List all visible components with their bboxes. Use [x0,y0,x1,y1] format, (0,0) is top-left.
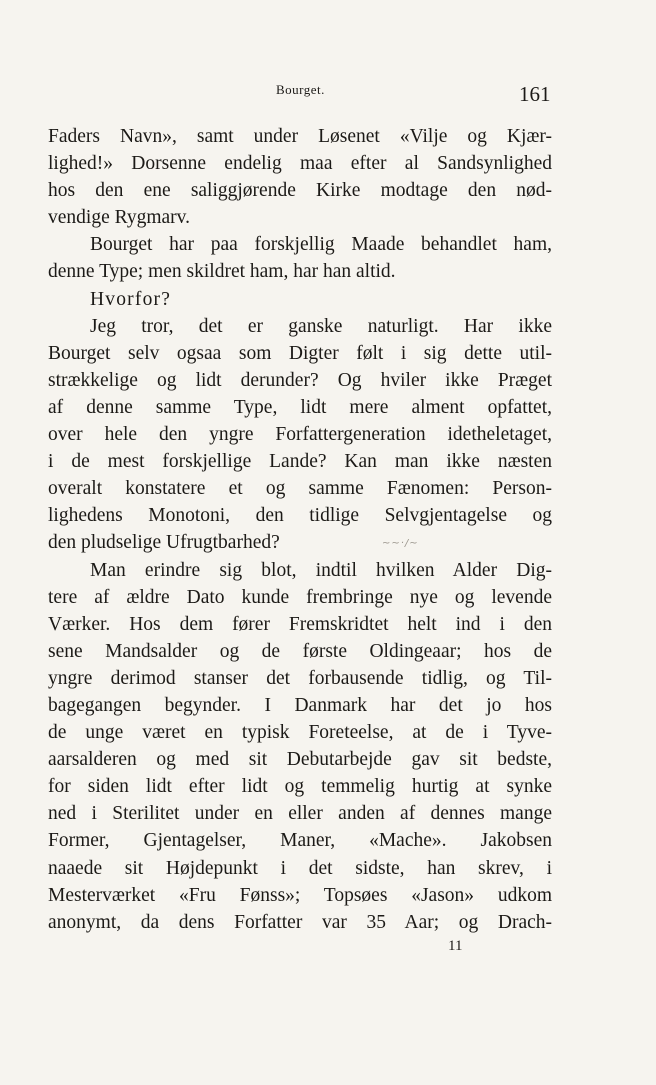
text-line: de unge været en typisk Foreteelse, at de i Tyve- [48,722,552,744]
text-line: Former, Gjentagelser, Maner, «Mache». Jakobsen [48,830,552,852]
text-line: bagegangen begynder. I Danmark har det jo hos [48,694,552,716]
text-line: i de mest forskjellige Lande? Kan man ikke næsten [48,451,552,473]
text-line: Bourget selv ogsaa som Digter følt i sig dette util- [48,342,552,364]
text-line: strækkelige og lidt derunder? Og hviler ikke Præget [48,369,552,391]
text-line: Hvorfor? [90,288,172,310]
text-line: Værker. Hos dem fører Fremskridtet helt ind i den [48,613,552,635]
pencil-annotation-icon: ~~·/~ [382,538,419,549]
text-line: denne Type; men skildret ham, har han altid. [48,261,396,283]
text-line: sene Mandsalder og de første Oldingeaar; hos de [48,640,552,662]
text-line: naaede sit Højdepunkt i det sidste, han skrev, i [48,857,552,879]
body-text [48,123,552,936]
text-line: Jeg tror, det er ganske naturligt. Har ikke [90,315,552,337]
text-line: Faders Navn», samt under Løsenet «Vilje og Kjær- [48,126,552,147]
text-line: hos den ene saliggjørende Kirke modtage den nød- [48,180,552,202]
text-line: ned i Sterilitet under en eller anden af dennes mange [48,803,552,825]
text-line: af denne samme Type, lidt mere alment opfattet, [48,396,552,418]
text-line: den pludselige Ufrugtbarhed? [48,532,280,554]
text-line: for siden lidt efter lidt og temmelig hurtig at synke [48,776,552,798]
text-line: over hele den yngre Forfattergeneration idetheletaget, [48,424,552,446]
text-line: Bourget har paa forskjellig Maade behandlet ham, [90,234,552,256]
text-line: aarsalderen og med sit Debutarbejde gav sit bedste, [48,749,552,771]
text-line: Man erindre sig blot, indtil hvilken Alder Dig- [90,559,552,581]
text-line: tere af ældre Dato kunde frembringe nye og levende [48,586,552,608]
text-line: yngre derimod stanser det forbausende tidlig, og Til- [48,667,552,689]
text-line: anonymt, da dens Forfatter var 35 Aar; og Drach- [48,911,552,933]
text-line: vendige Rygmarv. [48,207,191,229]
text-line: lighed!» Dorsenne endelig maa efter al Sandsynlighed [48,153,552,175]
text-line: lighedens Monotoni, den tidlige Selvgjentagelse og [48,505,552,527]
running-head [0,82,656,112]
page-number: 161 [519,82,551,106]
signature-mark: 11 [448,938,463,954]
text-line: Mesterværket «Fru Fønss»; Topsøes «Jason» udkom [48,884,552,906]
running-title: Bourget. [276,82,325,97]
text-line: overalt konstatere et og samme Fænomen: Person- [48,478,552,500]
